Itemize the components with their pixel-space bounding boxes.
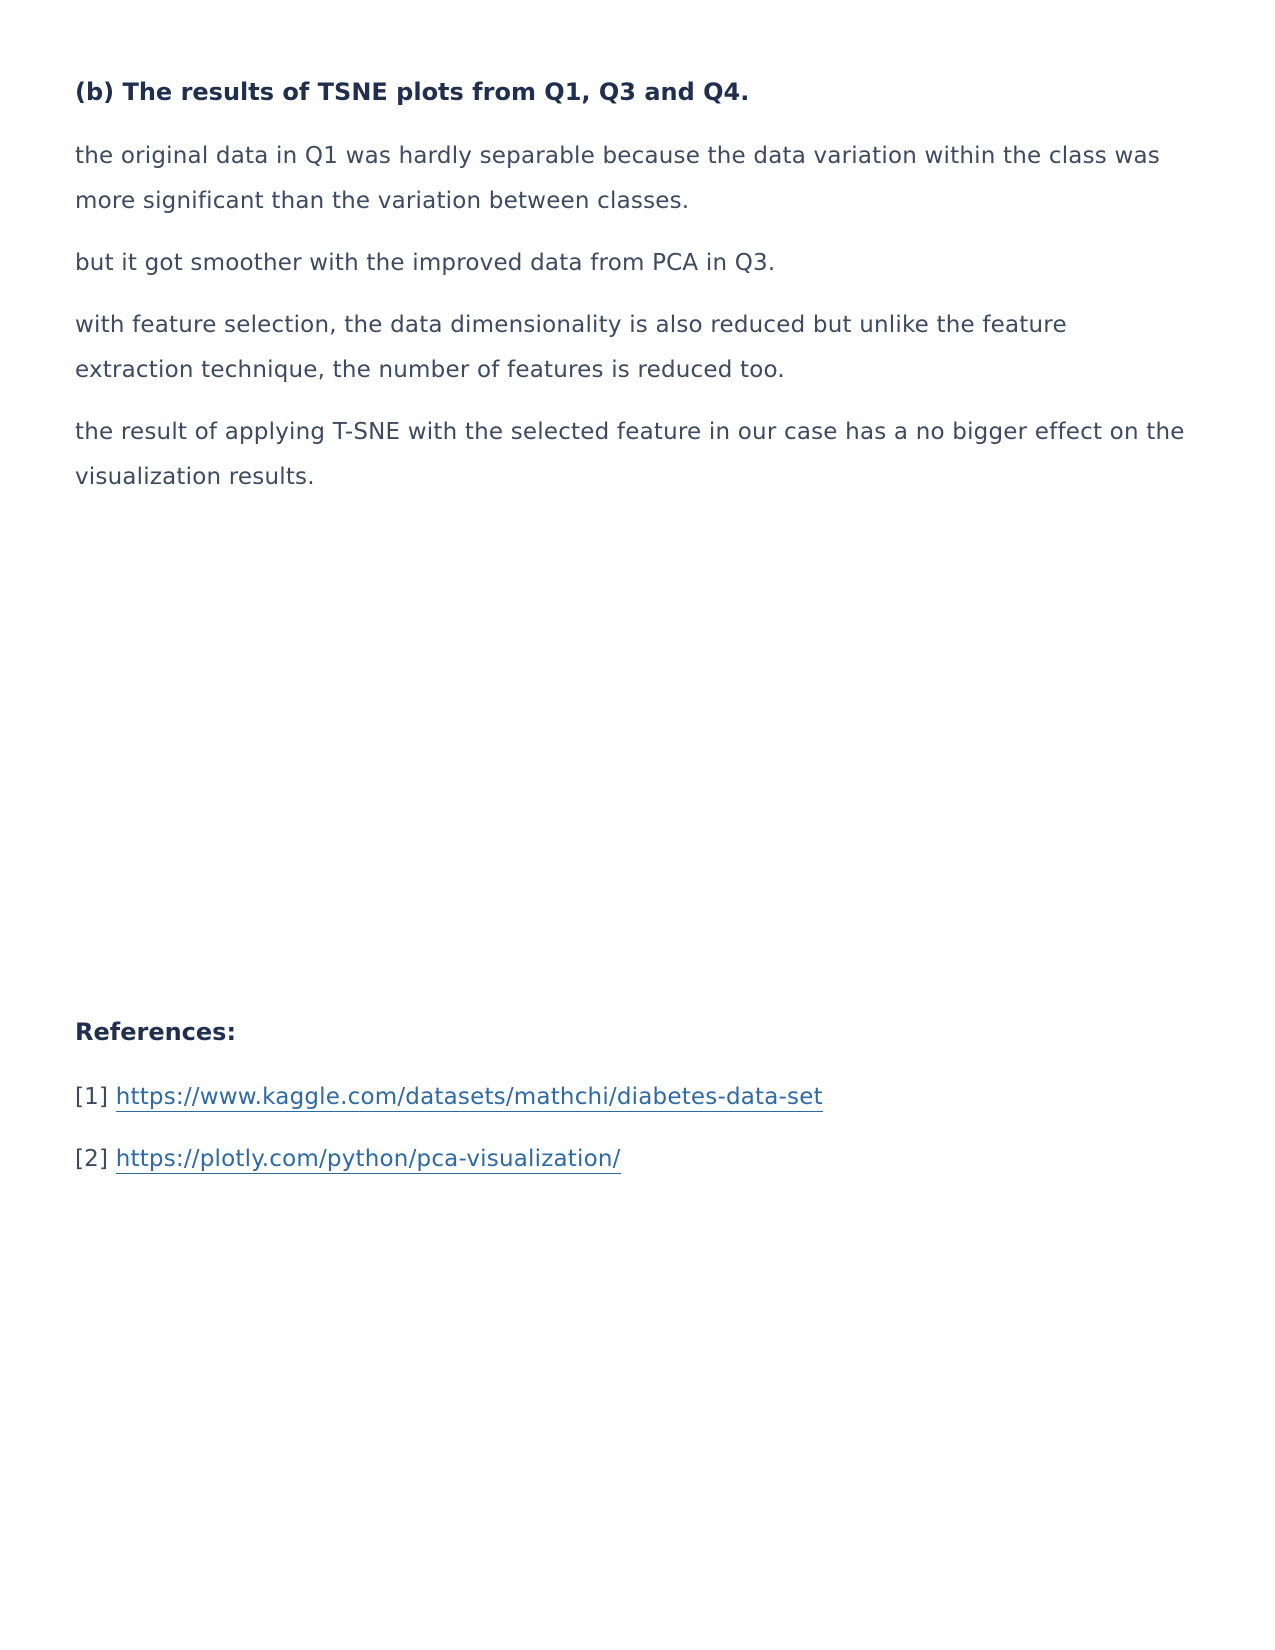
paragraph-pca-improvement: but it got smoother with the improved data from PCA in Q3. (75, 250, 776, 276)
reference-link-kaggle[interactable]: https://www.kaggle.com/datasets/mathchi/diabetes-data-set (115, 1084, 823, 1110)
paragraph-q1-separability: the original data in Q1 was hardly separable because the data variation within the class was more significant than the variation between classes. (75, 143, 1160, 214)
reference-marker-2: [2] (75, 1146, 109, 1172)
reference-link-plotly[interactable]: https://plotly.com/python/pca-visualization/ (115, 1146, 621, 1172)
paragraph-feature-selection: with feature selection, the data dimensionality is also reduced but unlike the feature extraction technique, the number of features is reduced too. (75, 312, 1067, 383)
reference-marker-1: [1] (75, 1084, 109, 1110)
reference-item-1 (75, 1075, 823, 1120)
section-heading-tsne-results: (b) The results of TSNE plots from Q1, Q3 and Q4. (75, 78, 750, 106)
paragraph-tsne-effect: the result of applying T-SNE with the selected feature in our case has a no bigger effect on the visualization results. (75, 419, 1185, 490)
references-heading: References: (75, 1018, 237, 1046)
reference-item-2 (75, 1137, 621, 1182)
